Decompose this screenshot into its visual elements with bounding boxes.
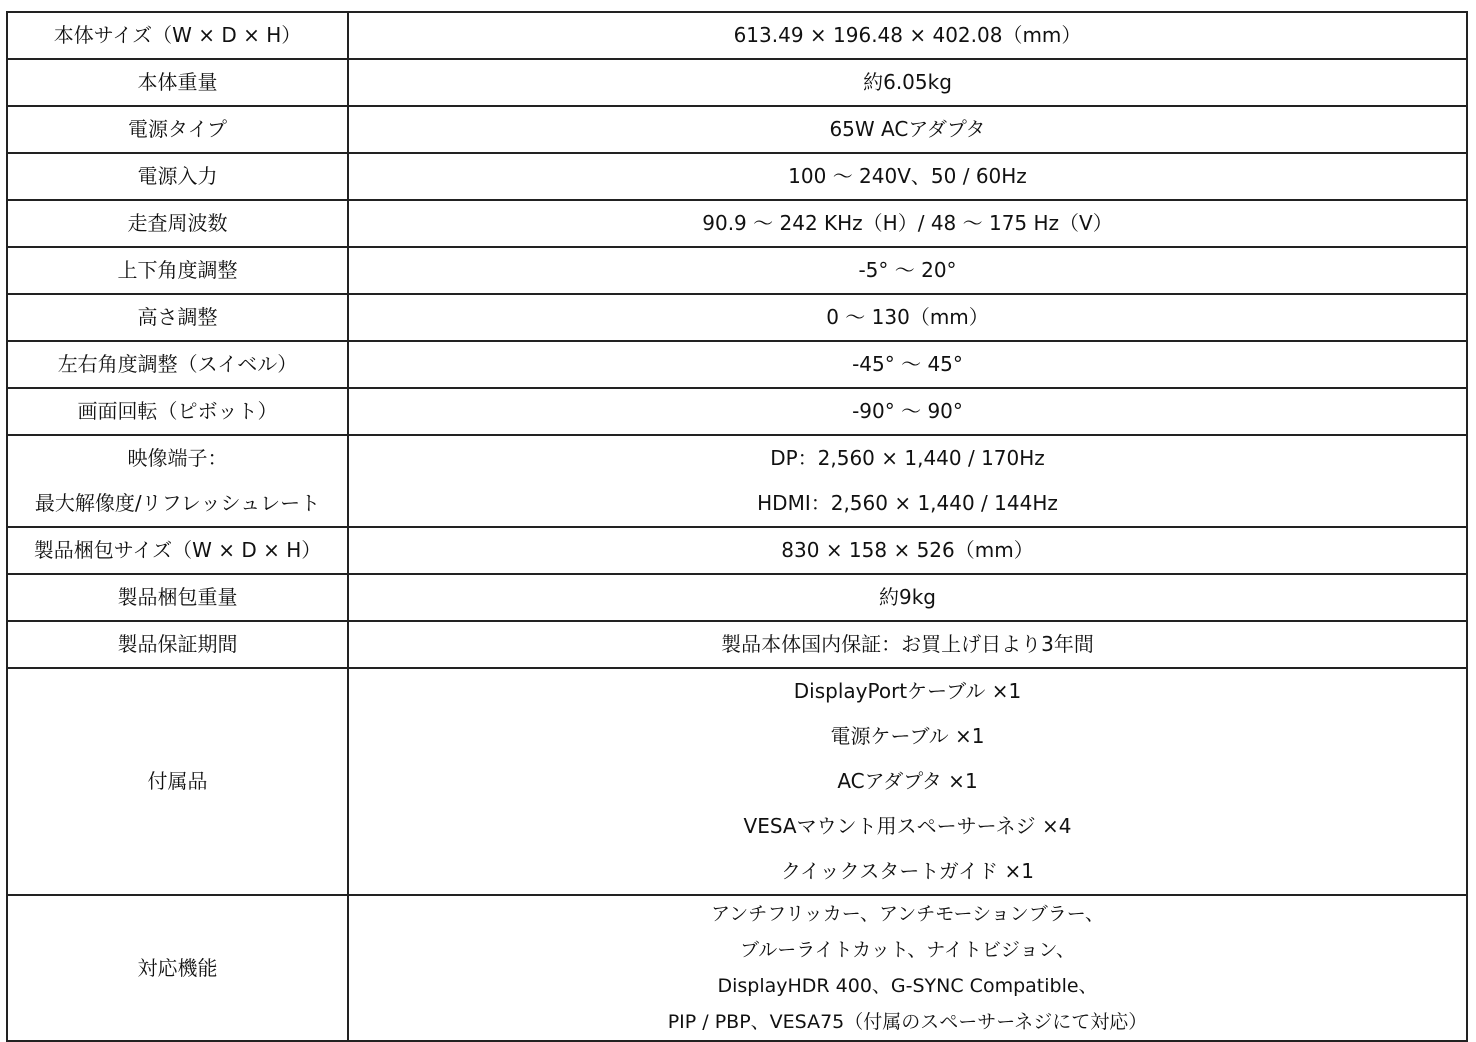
spec-row-pivot <box>7 388 1467 435</box>
spec-value: 約9kg <box>348 574 1467 621</box>
spec-row-video-ports <box>7 435 1467 527</box>
spec-value-line: DP：2,560 × 1,440 / 170Hz <box>770 446 1045 470</box>
accessory-item: VESAマウント用スペーサーネジ ×4 <box>743 814 1072 838</box>
spec-value: 0 ～ 130（mm） <box>348 294 1467 341</box>
accessory-item: DisplayPortケーブル ×1 <box>793 679 1022 703</box>
accessory-item: ACアダプタ ×1 <box>837 769 978 793</box>
feature-line: PIP / PBP、VESA75（付属のスペーサーネジにて対応） <box>667 1011 1148 1033</box>
accessory-item: 電源ケーブル ×1 <box>830 724 985 748</box>
spec-row-body-size <box>7 12 1467 59</box>
spec-label: 対応機能 <box>7 895 348 1041</box>
spec-row-power-input <box>7 153 1467 200</box>
spec-sheet <box>6 11 1466 1042</box>
spec-label: 左右角度調整（スイベル） <box>7 341 348 388</box>
spec-row-package-weight <box>7 574 1467 621</box>
spec-label-line: 映像端子： <box>127 446 228 470</box>
spec-value: 90.9 ～ 242 KHz（H）/ 48 ～ 175 Hz（V） <box>348 200 1467 247</box>
spec-label: 本体重量 <box>7 59 348 106</box>
spec-row-body-weight <box>7 59 1467 106</box>
spec-value: 65W ACアダプタ <box>348 106 1467 153</box>
spec-value: -90° ～ 90° <box>348 388 1467 435</box>
spec-label: 高さ調整 <box>7 294 348 341</box>
spec-value: -5° ～ 20° <box>348 247 1467 294</box>
spec-label: 走査周波数 <box>7 200 348 247</box>
spec-value: -45° ～ 45° <box>348 341 1467 388</box>
spec-row-tilt <box>7 247 1467 294</box>
spec-label: 製品保証期間 <box>7 621 348 668</box>
spec-label: 電源タイプ <box>7 106 348 153</box>
spec-label: 電源入力 <box>7 153 348 200</box>
spec-value: 製品本体国内保証：お買上げ日より3年間 <box>348 621 1467 668</box>
feature-line: DisplayHDR 400、G-SYNC Compatible、 <box>717 975 1098 997</box>
spec-value <box>348 435 1467 527</box>
spec-label: 画面回転（ピボット） <box>7 388 348 435</box>
spec-value <box>348 668 1467 895</box>
feature-line: ブルーライトカット、ナイトビジョン、 <box>740 939 1075 961</box>
spec-label: 本体サイズ（W × D × H） <box>7 12 348 59</box>
spec-row-power-type <box>7 106 1467 153</box>
spec-row-height-adjust <box>7 294 1467 341</box>
spec-value: 830 × 158 × 526（mm） <box>348 527 1467 574</box>
spec-value-line: HDMI：2,560 × 1,440 / 144Hz <box>757 491 1058 515</box>
spec-label: 製品梱包重量 <box>7 574 348 621</box>
spec-value: 613.49 × 196.48 × 402.08（mm） <box>348 12 1467 59</box>
spec-value: 100 ～ 240V、50 / 60Hz <box>348 153 1467 200</box>
spec-label: 付属品 <box>7 668 348 895</box>
spec-label-line: 最大解像度/リフレッシュレート <box>34 491 321 515</box>
spec-label: 上下角度調整 <box>7 247 348 294</box>
spec-row-swivel <box>7 341 1467 388</box>
spec-table <box>6 11 1468 1042</box>
spec-row-features <box>7 895 1467 1041</box>
feature-line: アンチフリッカー、アンチモーションブラー、 <box>711 903 1104 925</box>
spec-row-package-size <box>7 527 1467 574</box>
spec-value: 約6.05kg <box>348 59 1467 106</box>
spec-label: 製品梱包サイズ（W × D × H） <box>7 527 348 574</box>
spec-label <box>7 435 348 527</box>
accessory-item: クイックスタートガイド ×1 <box>780 859 1035 883</box>
spec-row-scan-frequency <box>7 200 1467 247</box>
spec-row-warranty <box>7 621 1467 668</box>
spec-row-accessories <box>7 668 1467 895</box>
spec-value <box>348 895 1467 1041</box>
